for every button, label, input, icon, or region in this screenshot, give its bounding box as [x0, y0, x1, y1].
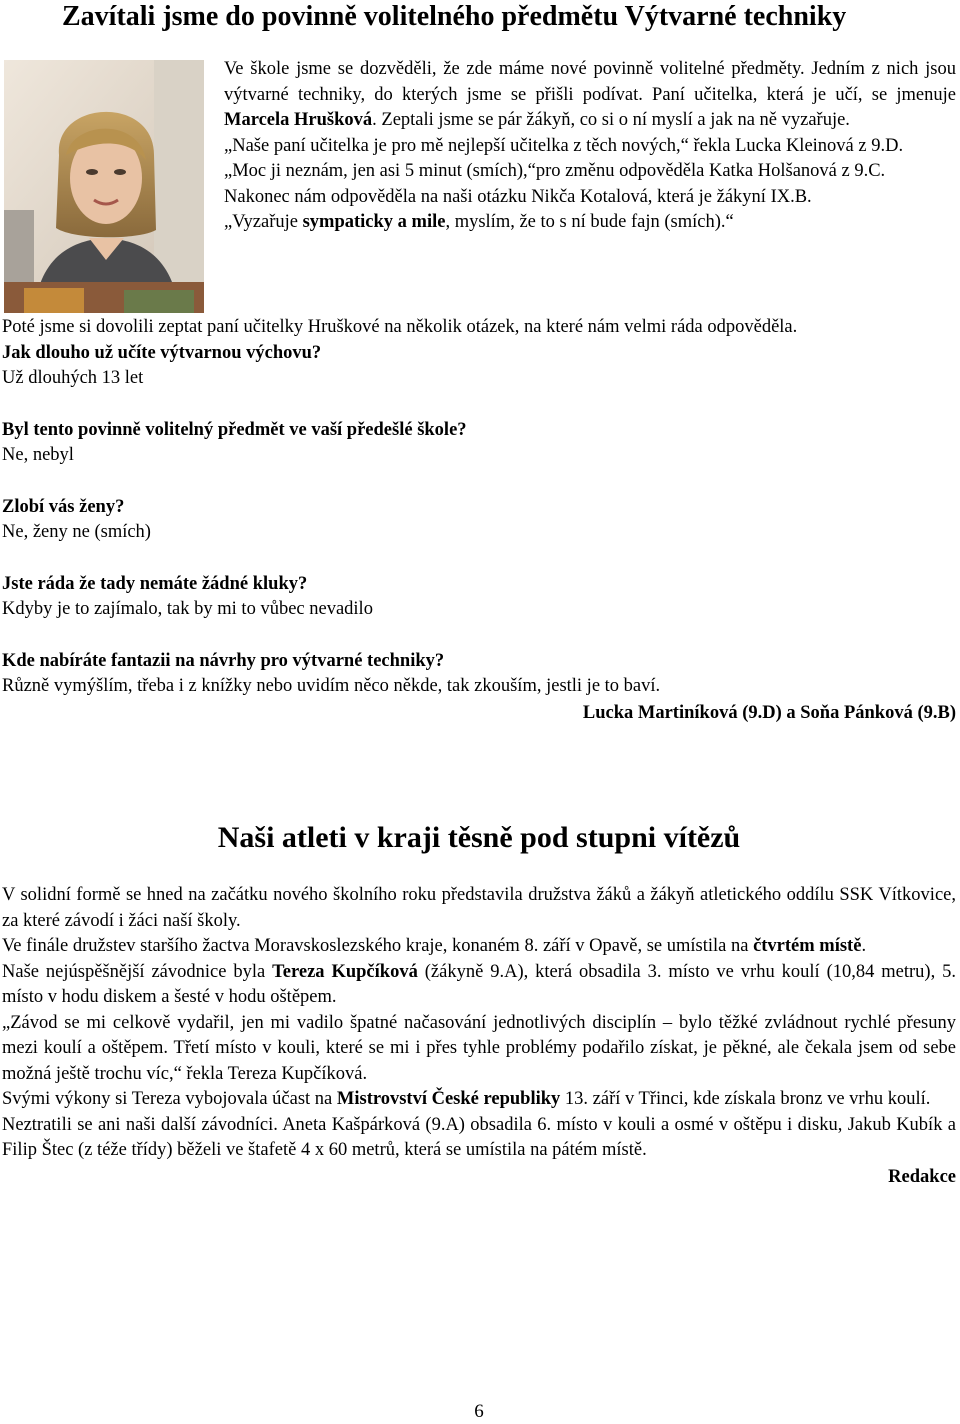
answer-2: Ne, nebyl: [2, 445, 74, 465]
document-page: [2, 0, 956, 1423]
article-2-paragraph-4: „Závod se mi celkově vydařil, jen mi vadilo špatné načasování jednotlivých disciplín – bylo těžké zvládnout rychlé přesuny mezi koulí a oštěpem. Třetí místo v kouli, které se mi i přes tyhle problémy podařilo získat, je pěkné, ale čekala jsem od sebe možná ještě trochu víc,“ řekla Tereza Kupčíková.: [2, 1012, 956, 1084]
p3-text-b: (žákyně 9.A), která obsadila 3. místo ve vrhu koulí (10,84 metru), 5. místo v hodu diskem a šesté v hodu oštěpem.: [2, 961, 956, 1007]
spacer: [2, 546, 956, 572]
p5-text-a: Svými výkony si Tereza vybojovala účast na: [2, 1089, 337, 1109]
teacher-name: Marcela Hrušková: [224, 110, 373, 130]
article-2-title: Naši atleti v kraji těsně pod stupni vítězů: [217, 821, 741, 854]
quote-4-bold: sympaticky a mile: [302, 212, 446, 232]
question-2: Byl tento povinně volitelný předmět ve vaší předešlé škole?: [2, 419, 467, 440]
article-1-title: Zavítali jsme do povinně volitelného předmětu Výtvarné techniky: [62, 1, 847, 32]
article-2-signature: Redakce: [888, 1166, 956, 1187]
p2-text-b: .: [861, 936, 867, 956]
intro-text-b: . Zeptali jsme se pár žákyň, co si o ní myslí a jak na ně vyzařuje.: [372, 110, 850, 130]
intro-paragraph: [224, 57, 956, 134]
page-number: 6: [474, 1401, 484, 1422]
quote-2: „Moc ji neznám, jen asi 5 minut (smích),“pro změnu odpověděla Katka Holšanová z 9.C.: [224, 161, 886, 181]
spacer: [2, 392, 956, 418]
article-1-intro: [224, 57, 956, 236]
article-2-paragraph-5: [2, 1087, 956, 1113]
answer-3: Ne, ženy ne (smích): [2, 522, 151, 542]
article-2-body: [2, 883, 956, 1190]
intro-text-a: Ve škole jsme se dozvěděli, že zde máme nové povinně volitelné předměty. Jedním z nich jsou výtvarné techniky, do kterých jsme se přišli podívat. Paní učitelka, která je učí, se jmenuje: [224, 59, 956, 105]
p5-bold: Mistrovství České republiky: [336, 1089, 561, 1109]
article-2-paragraph-6: Neztratili se ani naši další závodníci. Aneta Kašpárková (9.A) obsadila 6. místo v kouli a osmé v oštěpu i disku, Jakub Kubík a Filip Štec (z téže třídy) běželi ve štafetě 4 x 60 metrů, která se umístila na pátém místě.: [2, 1114, 956, 1160]
quote-1: „Naše paní učitelka je pro mě nejlepší učitelka z těch nových,“ řekla Lucka Kleinová z 9.D.: [224, 135, 904, 156]
article-1-signature: Lucka Martiníková (9.D) a Soňa Pánková (9.B): [582, 702, 956, 723]
quote-4-text-b: , myslím, že to s ní bude fajn (smích).“: [445, 212, 734, 232]
p3-text-a: Naše nejúspěšnější závodnice byla: [2, 961, 273, 982]
question-3: Zlobí vás ženy?: [2, 496, 125, 517]
question-5: Kde nabíráte fantazii na návrhy pro výtvarné techniky?: [2, 650, 445, 671]
p2-bold: čtvrtém místě: [753, 936, 862, 956]
answer-1: Už dlouhých 13 let: [2, 368, 144, 388]
answer-5: Různě vymýšlím, třeba i z knížky nebo uvidím něco někde, tak zkouším, jestli je to baví.: [2, 676, 661, 696]
answer-4: Kdyby je to zajímalo, tak by mi to vůbec nevadilo: [2, 599, 373, 619]
teacher-photo: [4, 60, 204, 313]
spacer: [2, 469, 956, 495]
lead-paragraph: Poté jsme si dovolili zeptat paní učitelky Hruškové na několik otázek, na které nám velmi ráda odpověděla.: [2, 317, 798, 337]
article-2-paragraph-1: V solidní formě se hned na začátku nového školního roku představila družstva žáků a žákyň atletického oddílu SSK Vítkovice, za které závodí i žáci naší školy.: [2, 885, 956, 931]
question-4: Jste ráda že tady nemáte žádné kluky?: [2, 573, 308, 594]
question-1: Jak dlouho už učíte výtvarnou výchovu?: [2, 342, 322, 363]
p3-bold: Tereza Kupčíková: [272, 961, 418, 982]
article-1-body: [2, 315, 956, 726]
quote-4-text-a: „Vyzařuje: [224, 212, 303, 232]
quote-3: Nakonec nám odpověděla na naši otázku Nikča Kotalová, která je žákyní IX.B.: [224, 186, 812, 207]
spacer: [2, 623, 956, 649]
article-2-paragraph-2: [2, 934, 956, 960]
article-2-paragraph-3: [2, 960, 956, 1011]
p2-text-a: Ve finále družstev staršího žactva Moravskoslezského kraje, konaném 8. září v Opavě, se umístila na: [2, 936, 754, 956]
quote-4: [224, 210, 956, 236]
p5-text-b: 13. září v Třinci, kde získala bronz ve vrhu koulí.: [560, 1089, 931, 1109]
